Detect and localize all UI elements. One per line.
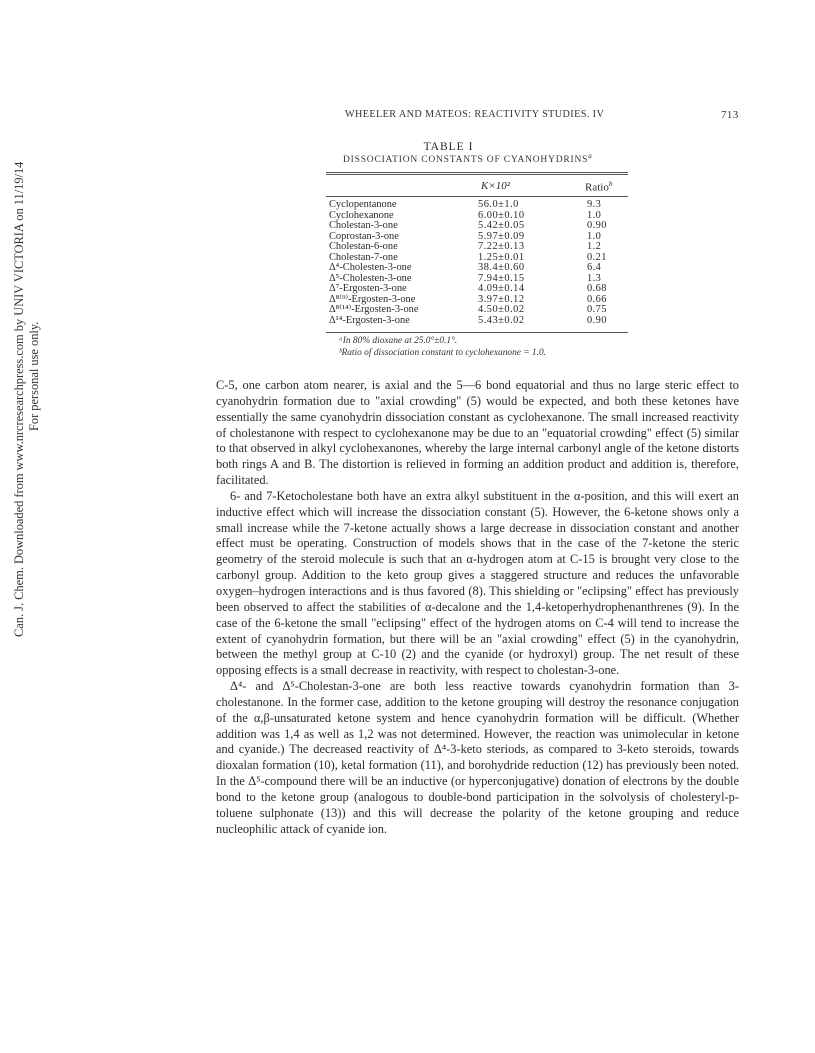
- download-notice-line-1: Can. J. Chem. Downloaded from www.nrcresearchpress.com by UNIV VICTORIA on 11/19/14: [12, 161, 26, 637]
- body-text: [216, 378, 739, 837]
- compound-name: Cyclohexanone: [329, 209, 394, 221]
- table-number: TABLE I: [423, 141, 474, 153]
- compound-name: Δ⁷-Ergosten-3-one: [329, 283, 407, 295]
- compound-name: Δ⁸⁽¹⁴⁾-Ergosten-3-one: [329, 304, 419, 316]
- k-value: 1.25±0.01: [478, 251, 525, 263]
- ratio-value: 0.75: [587, 304, 607, 316]
- download-notice: [8, 0, 48, 1053]
- table-row: [329, 200, 629, 211]
- table-caption: [343, 152, 593, 165]
- compound-name: Cholestan-3-one: [329, 220, 398, 232]
- ratio-value: 9.3: [587, 199, 602, 210]
- download-notice-text: [12, 162, 42, 637]
- table-top-rule-2: [326, 174, 628, 175]
- ratio-value: 1.0: [587, 230, 602, 242]
- k-value: 5.42±0.05: [478, 220, 525, 232]
- column-header-ratio-text: Ratio: [585, 181, 609, 194]
- compound-name: Cholestan-7-one: [329, 251, 398, 263]
- running-title: WHEELER AND MATEOS: REACTIVITY STUDIES. IV: [345, 109, 605, 120]
- compound-name: Coprostan-3-one: [329, 230, 399, 242]
- compound-name: Δ⁸⁽⁹⁾-Ergosten-3-one: [329, 293, 416, 305]
- table-bottom-rule: [326, 332, 628, 333]
- paragraph-3: Δ⁴- and Δ⁵-Cholestan-3-one are both less reactive towards cyanohydrin formation than 3-cholestanone. In the former case, addition to the ketone grouping will destroy the resonance conjugation of the α,β-unsaturated ketone system and hence cyanohydrin formation will be difficult. (Whether addition was 1,4 as well as 1,2 was not determined. However, the reaction was unimolecular in ketone and cyanide.) The decreased reactivity of Δ⁴-3-keto steriods, as compared to 3-keto steroids, towards dioxalan formation (10), ketal formation (11), and borohydride reduction (12) has previously been noted. In the Δ⁵-compound there will be an inductive (or hyperconjugative) donation of electrons by the double bond to the ketone group (analogous to double-bond participation in the solvolysis of cholesteryl-p-toluene sulphonate (13)) and this will decrease the polarity of the ketone grouping and reduce nucleophilic attack of cyanide ion.: [216, 679, 739, 836]
- k-value: 7.94±0.15: [478, 272, 525, 284]
- ratio-value: 0.21: [587, 251, 607, 263]
- k-value: 56.0±1.0: [478, 199, 519, 210]
- column-header-ratio: [585, 180, 612, 194]
- ratio-value: 0.66: [587, 293, 607, 305]
- column-header-ratio-mark: b: [608, 180, 613, 188]
- table-footnotes: [339, 336, 546, 359]
- table-body: [329, 200, 629, 327]
- download-notice-line-2: For personal use only.: [27, 321, 41, 431]
- column-header-k: K×10²: [481, 180, 511, 192]
- ratio-value: 1.3: [587, 272, 602, 284]
- k-value: 5.43±0.02: [478, 315, 525, 327]
- table-header-rule: [326, 196, 628, 197]
- ratio-value: 6.4: [587, 262, 602, 274]
- k-value: 5.97±0.09: [478, 230, 525, 242]
- running-head: [0, 109, 815, 123]
- footnote-a: ᵃIn 80% dioxane at 25.0°±0.1°.: [339, 336, 458, 346]
- table-caption-text: DISSOCIATION CONSTANTS OF CYANOHYDRINS: [343, 155, 589, 166]
- compound-name: Δ¹⁴-Ergosten-3-one: [329, 315, 410, 327]
- table-row: [329, 316, 629, 327]
- page-number: 713: [721, 109, 739, 121]
- footnote-b: ᵇRatio of dissociation constant to cyclohexanone = 1.0.: [339, 347, 546, 358]
- k-value: 38.4±0.60: [478, 262, 525, 274]
- table-caption-note-mark: a: [588, 152, 593, 160]
- ratio-value: 1.2: [587, 241, 602, 253]
- ratio-value: 0.90: [587, 315, 607, 327]
- compound-name: Cholestan-6-one: [329, 241, 398, 253]
- ratio-value: 0.90: [587, 220, 607, 232]
- k-value: 6.00±0.10: [478, 209, 525, 221]
- k-value: 4.50±0.02: [478, 304, 525, 316]
- compound-name: Δ⁵-Cholesten-3-one: [329, 272, 412, 284]
- table-top-rule: [326, 172, 628, 173]
- ratio-value: 1.0: [587, 209, 602, 221]
- compound-name: Cyclopentanone: [329, 199, 397, 210]
- k-value: 4.09±0.14: [478, 283, 525, 295]
- k-value: 3.97±0.12: [478, 293, 525, 305]
- paragraph-1: C-5, one carbon atom nearer, is axial and the 5—6 bond equatorial and thus no large steric effect to cyanohydrin formation due to "axial crowding" (5) would be expected, and both these ketones have essentially the same cyanohydrin dissociation constant as cyclohexanone. The small increased reactivity of cholestanone with respect to cyclohexanone may be due to an "equatorial crowding" effect (5) similar to that observed in alkyl cyclohexanones, whereby the large internal carbonyl angle of the ketone distorts both rings A and B. The distortion is relieved in forming an addition product and addition is, therefore, facilitated.: [216, 378, 739, 488]
- k-value: 7.22±0.13: [478, 241, 525, 253]
- ratio-value: 0.68: [587, 283, 607, 295]
- paragraph-2: 6- and 7-Ketocholestane both have an extra alkyl substituent in the α-position, and this will exert an inductive effect which will increase the dissociation constant (5). However, the 6-ketone shows only a small increase while the 7-ketone actually shows a large decrease in dissociation constant and another effect must be operating. Construction of models shows that in the case of the 7-ketone the steric geometry of the steroid molecule is such that an α-hydrogen atom at C-15 is brought very close to the carbonyl group. Addition to the keto group gives a staggered structure and reduces the unfavorable oxygen–hydrogen interactions and is thus favored (8). This shielding or "eclipsing" effect has previously been observed to affect the stabilities of α-decalone and the 1,4-ketoperhydrophenanthrenes (9). In the case of the 6-ketone the small "eclipsing" effect of the hydrogen atoms on C-4 will tend to increase the extent of cyanohydrin formation, but there will be an "axial crowding" effect (5) in the cyanohydrin, between the methyl group at C-10 (2) and the cyanide (or hydroxyl) group. The net result of these opposing effects is a small decrease in reactivity, with respect to cholestan-3-one.: [216, 488, 739, 678]
- compound-name: Δ⁴-Cholesten-3-one: [329, 262, 412, 274]
